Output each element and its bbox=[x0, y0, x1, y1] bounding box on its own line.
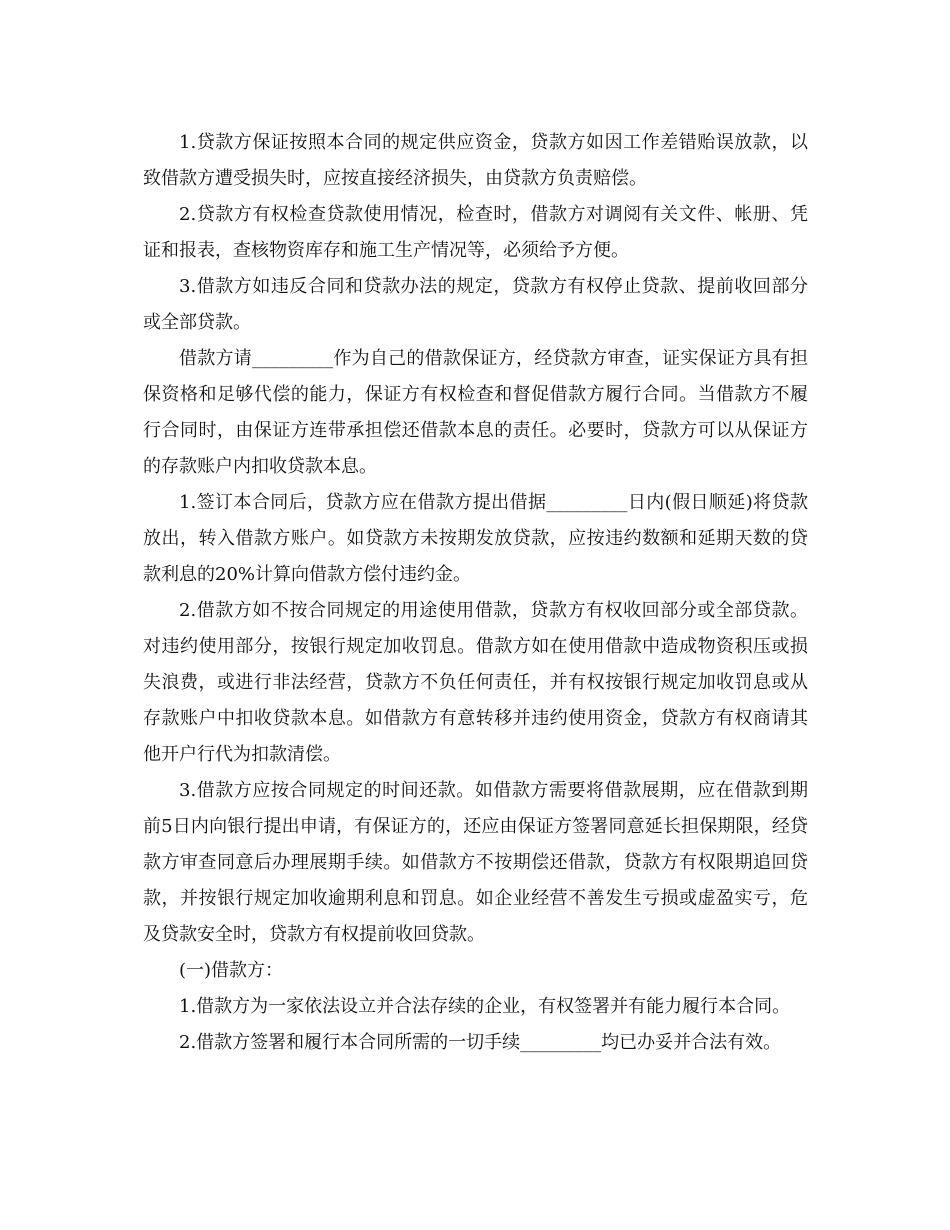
paragraph-guarantor: 借款方请_________作为自己的借款保证方，经贷款方审查，证实保证方具有担保资格和足够代偿的能力，保证方有权检查和督促借款方履行合同。当借款方不履行合同时，由保证方连带承担偿还借款本息的责任。必要时，贷款方可以从保证方的存款账户内扣收贷款本息。 bbox=[143, 348, 808, 477]
section-heading-borrower: (一)借款方： bbox=[179, 960, 284, 981]
document-page bbox=[143, 125, 808, 1061]
paragraph-lender-stop-loan: 3.借款方如违反合同和贷款办法的规定，贷款方有权停止贷款、提前收回部分或全部贷款。 bbox=[143, 276, 808, 333]
paragraph-repayment: 3.借款方应按合同规定的时间还款。如借款方需要将借款展期，应在借款到期前5日内向银行提出申请，有保证方的，还应由保证方签署同意延长担保期限，经贷款方审查同意后办理展期手续。如借款方不按期偿还借款，贷款方有权限期追回贷款，并按银行规定加收逾期利息和罚息。如企业经营不善发生亏损或虚盈实亏，危及贷款安全时，贷款方有权提前收回贷款。 bbox=[143, 780, 808, 945]
paragraph-loan-release: 1.签订本合同后，贷款方应在借款方提出借据_________日内(假日顺延)将贷款放出，转入借款方账户。如贷款方未按期发放贷款，应按违约数额和延期天数的贷款利息的20%计算向借款方偿付违约金。 bbox=[143, 492, 808, 585]
paragraph-lender-compensation: 1.贷款方保证按照本合同的规定供应资金，贷款方如因工作差错贻误放款，以致借款方遭受损失时，应按直接经济损失，由贷款方负责赔偿。 bbox=[143, 132, 808, 189]
paragraph-lender-inspection: 2.贷款方有权检查贷款使用情况，检查时，借款方对调阅有关文件、帐册、凭证和报表，查核物资库存和施工生产情况等，必须给予方便。 bbox=[143, 204, 808, 261]
paragraph-borrower-legal-status: 1.借款方为一家依法设立并合法存续的企业，有权签署并有能力履行本合同。 bbox=[179, 996, 791, 1017]
paragraph-borrower-procedures: 2.借款方签署和履行本合同所需的一切手续_________均已办妥并合法有效。 bbox=[179, 1032, 782, 1053]
paragraph-misuse-penalty: 2.借款方如不按合同规定的用途使用借款，贷款方有权收回部分或全部贷款。对违约使用部分，按银行规定加收罚息。借款方如在使用借款中造成物资积压或损失浪费，或进行非法经营，贷款方不负任何责任，并有权按银行规定加收罚息或从存款账户中扣收贷款本息。如借款方有意转移并违约使用资金，贷款方有权商请其他开户行代为扣款清偿。 bbox=[143, 600, 808, 765]
